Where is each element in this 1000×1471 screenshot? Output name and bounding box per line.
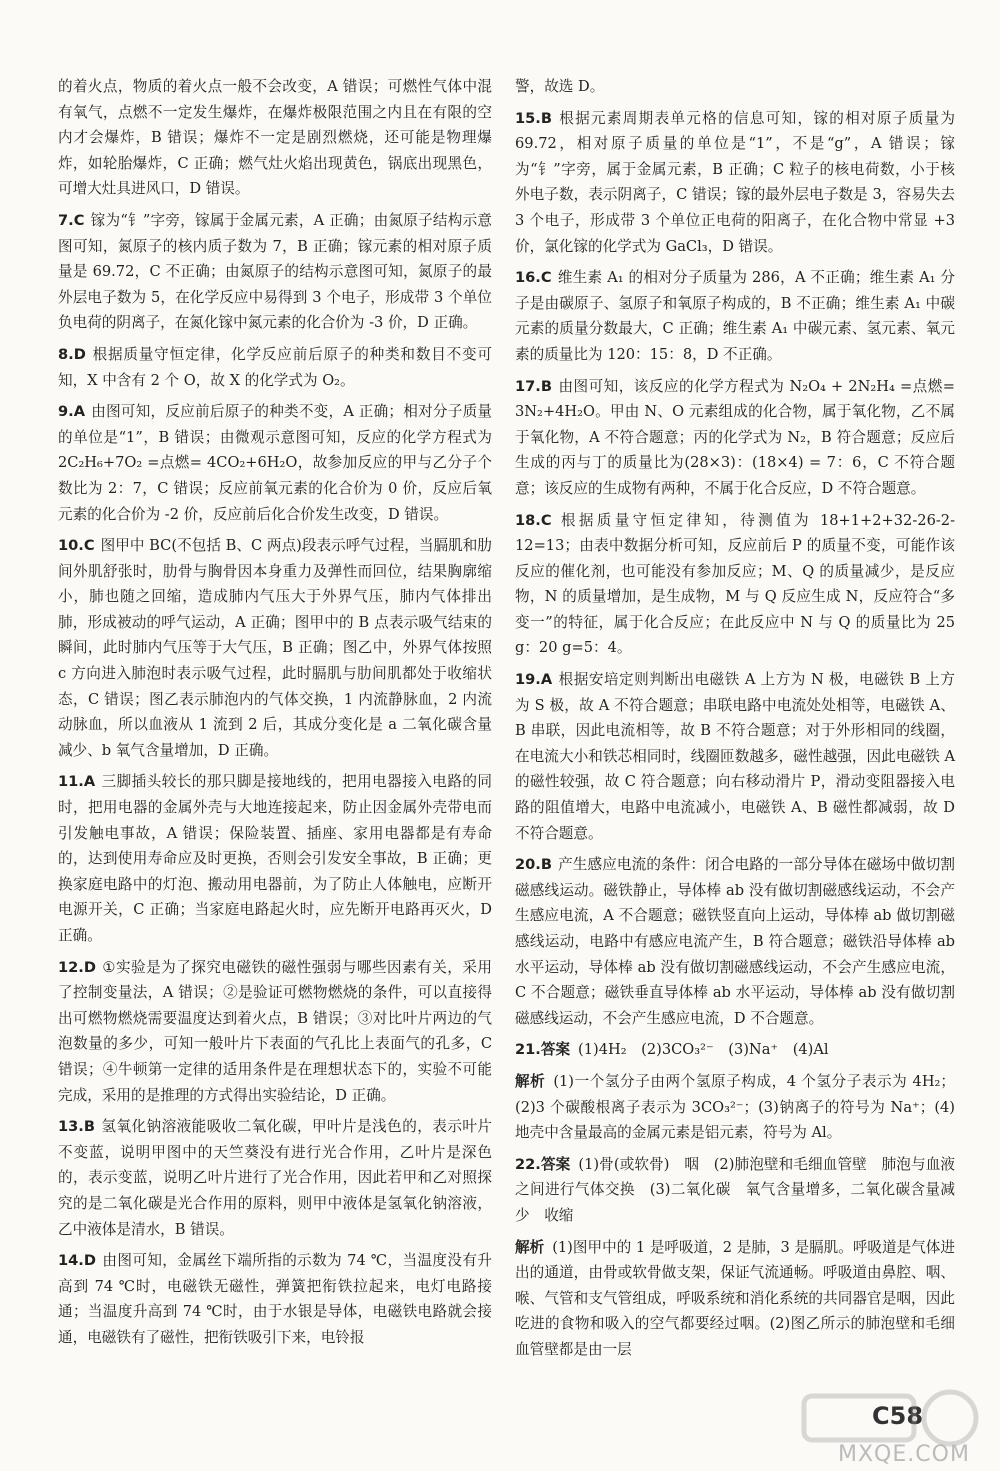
answer-number: 11.A [58, 773, 96, 791]
answer-item [515, 374, 955, 502]
answer-text: 由图可知，该反应的化学方程式为 N₂O₄ + 2N₂H₄ =点燃= 3N₂+4H₂O。甲由 N、O 元素组成的化合物，属于氧化物，乙不属于氧化物，A 不符合题意；丙的化学式为 N₂，B 符合题意；反应后生成的丙与丁的质量比为(28×3)：(18×4) = 7：6，C 不符合题意；该反应的生成物有两种，不属于化合反应，D 不符合题意。 [515, 377, 955, 497]
answer-item [58, 1114, 492, 1242]
answer-text: 根据质量守恒定律知，待测值为 18+1+2+32-26-2-12=13；由表中数据分析可知，反应前后 P 的质量不变，可能作该反应的催化剂，也可能没有参加反应；M、Q 的质量减少，是反应物，N 的质量增加，是生成物，M 与 Q 反应生成 N，反应符合“多变一”的特征，属于化合反应；在此反应中 N 与 Q 的质量比为 25 g：20 g=5：4。 [515, 511, 955, 657]
answer-item [58, 533, 492, 763]
answer-text: 产生感应电流的条件：闭合电路的一部分导体在磁场中做切割磁感线运动。磁铁静止，导体棒 ab 没有做切割磁感线运动，不会产生感应电流，A 不合题意；磁铁竖直向上运动，导体棒 ab 做切割磁感线运动，电路中有感应电流产生，B 符合题意；磁铁沿导体棒 ab 水平运动，导体棒 ab 没有做切割磁感线运动，不会产生感应电流，C 不合题意；磁铁垂直导体棒 ab 水平运动，导体棒 ab 没有做切割磁感线运动，不会产生感应电流，D 不合题意。 [515, 856, 955, 1027]
answer-number: 15.B [515, 109, 552, 127]
answer-item [58, 399, 492, 527]
answer-text: 警，故选 D。 [515, 78, 605, 95]
answer-text: (1)4H₂ (2)3CO₃²⁻ (3)Na⁺ (4)Al [578, 1041, 829, 1059]
left-column [58, 74, 492, 1357]
answer-number: 17.B [515, 377, 552, 395]
answer-item [515, 265, 955, 367]
answer-text: 由图可知，反应前后原子的种类不变，A 正确；相对分子质量的单位是“1”，B 错误；由微观示意图可知，反应的化学方程式为 2C₂H₆+7O₂ =点燃= 4CO₂+6H₂O，故参加反应的甲与乙分子个数比为 2：7，C 错误；反应前氧元素的化合价为 0 价，反应后氧元素的化合价为 -2 价，反应前后化合价发生改变，D 错误。 [58, 403, 492, 523]
answer-number: 解析 [515, 1238, 545, 1256]
answer-text: 根据质量守恒定律，化学反应前后原子的种类和数目不变可知，X 中含有 2 个 O，故 X 的化学式为 O₂。 [58, 345, 492, 389]
answer-number: 16.C [515, 269, 552, 287]
answer-text: 根据安培定则判断出电磁铁 A 上方为 N 极，电磁铁 B 上方为 S 极，故 A 不符合题意；串联电路中电流处处相等，电磁铁 A、B 串联，因此电流相等，故 B 不符合题意；对于外形相同的线圈，在电流大小和铁芯相同时，线圈匝数越多，磁性越强，因此电磁铁 A 的磁性较强，故 C 符合题意；向右移动滑片 P，滑动变阻器接入电路的阻值增大，电路中电流减小，电磁铁 A、B 磁性都减弱，故 D 不符合题意。 [515, 671, 955, 842]
answer-item [515, 1235, 955, 1363]
answer-number: 10.C [58, 537, 95, 555]
answer-number: 14.D [58, 1252, 96, 1270]
answer-text: 根据元素周期表单元格的信息可知，镓的相对原子质量为 69.72，相对原子质量的单位是“1”，不是“g”，A 错误；镓为“钅”字旁，属于金属元素，B 正确；C 粒子的核电荷数，小于核外电子数，表示阴离子，C 错误；镓的最外层电子数是 3，容易失去 3 个电子，形成带 3 个单位正电荷的阳离子，在化合物中常显 +3 价，氯化镓的化学式为 GaCl₃，D 错误。 [515, 109, 955, 255]
answer-text: 图甲中 BC(不包括 B、C 两点)段表示呼气过程，当膈肌和肋间外肌舒张时，肋骨与胸骨因本身重力及弹性而回位，结果胸廓缩小，肺也随之回缩，造成肺内气压大于外界气压，肺内气体排出肺，形成被动的呼气运动，A 正确；图甲中的 B 点表示吸气结束的瞬间，此时肺内气压等于大气压，B 正确；图乙中，外界气体按照 c 方向进入肺泡时表示吸气过程，此时膈肌与肋间肌都处于收缩状态，C 错误；图乙表示肺泡内的气体交换，1 内流静脉血，2 内流动脉血，所以血液从 1 流到 2 后，其成分变化是 a 二氧化碳含量减少、b 氧气含量增加，D 正确。 [58, 537, 492, 759]
answer-text: 镓为“钅”字旁，镓属于金属元素，A 正确；由氮原子结构示意图可知，氮原子的核内质子数为 7，B 正确；镓元素的相对原子质量是 69.72，C 不正确；由氮原子的结构示意图可知，氮原子的最外层电子数为 5，在化学反应中易得到 3 个电子，形成带 3 个单位负电荷的阴离子，在氮化镓中氮元素的化合价为 -3 价，D 正确。 [58, 211, 492, 332]
answer-text: (1)骨(或软骨) 咽 (2)肺泡壁和毛细血管壁 肺泡与血液之间进行气体交换 (3)二氧化碳 氧气含量增多，二氧化碳含量减少 收缩 [515, 1155, 956, 1224]
answer-item [58, 769, 492, 948]
answer-text: 氢氧化钠溶液能吸收二氧化碳，甲叶片是浅色的，表示叶片不变蓝，说明甲图中的天竺葵没有进行光合作用，乙叶片是深色的，表示变蓝，说明乙叶片进行了光合作用，因此若甲和乙对照探究的是二氧化碳是光合作用的原料，则甲中液体是氢氧化钠溶液，乙中液体是清水，B 错误。 [58, 1118, 492, 1238]
answer-item [58, 208, 492, 336]
answer-item [515, 1037, 955, 1063]
answer-item [515, 1152, 955, 1229]
answer-number: 7.C [58, 211, 85, 229]
page-number: C58 [872, 1402, 924, 1430]
answer-item [515, 74, 955, 100]
answer-number: 19.A [515, 671, 553, 689]
answer-item [58, 74, 492, 202]
answer-number: 8.D [58, 345, 86, 363]
answer-text: 三脚插头较长的那只脚是接地线的，把用电器接入电路的同时，把用电器的金属外壳与大地连接起来，防止因金属外壳带电而引发触电事故，A 错误；保险装置、插座、家用电器都是有寿命的，达到使用寿命应及时更换，否则会引发安全事故，B 正确；更换家庭电路中的灯泡、搬动用电器前，为了防止人体触电，应断开电源开关，C 正确；当家庭电路起火时，应先断开电路再灭火，D 正确。 [58, 773, 492, 944]
answer-item [515, 508, 955, 662]
answer-item [515, 1069, 955, 1146]
answer-item [515, 667, 955, 846]
answer-text: 的着火点，物质的着火点一般不会改变，A 错误；可燃性气体中混有氧气，点燃不一定发生爆炸，在爆炸极限范围之内且在有限的空内才会爆炸，B 错误；爆炸不一定是剧烈燃烧，还可能是物理爆炸，如轮胎爆炸，C 正确；燃气灶火焰出现黄色，锅底出现黑色，可增大灶具进风口，D 错误。 [58, 78, 492, 198]
answer-number: 解析 [515, 1072, 546, 1090]
answer-text: (1)图甲中的 1 是呼吸道，2 是肺，3 是膈肌。呼吸道是气体进出的通道，由骨或软骨做支架，保证气流通畅。呼吸道由鼻腔、咽、喉、气管和支气管组成，呼吸系统和消化系统的共同器官是咽，因此吃进的食物和吸入的空气都要经过咽。(2)图乙所示的肺泡壁和毛细血管壁都是由一层 [515, 1238, 955, 1358]
watermark-text: MXQE.COM [838, 1442, 970, 1467]
answer-item [58, 955, 492, 1109]
answer-text: 维生素 A₁ 的相对分子质量为 286，A 不正确；维生素 A₁ 分子是由碳原子、氢原子和氧原子构成的，B 不正确；维生素 A₁ 中碳元素的质量分数最大，C 正确；维生素 A₁ 中碳元素、氢元素、氧元素的质量比为 120：15：8，D 不正确。 [515, 269, 955, 363]
answer-text: ①实验是为了探究电磁铁的磁性强弱与哪些因素有关，采用了控制变量法，A 错误；②是验证可燃物燃烧的条件，可以直接得出可燃物燃烧需要温度达到着火点，B 错误；③对比叶片两边的气泡数量的多少，可知一般叶片下表面的气孔比上表面气的孔多，C 错误；④牛顿第一定律的适用条件是在理想状态下的，实验不可能完成，采用的是推理的方式得出实验结论，D 正确。 [58, 958, 492, 1104]
answer-text: 由图可知，金属丝下端所指的示数为 74 ℃，当温度没有升高到 74 ℃时，电磁铁无磁性，弹簧把衔铁拉起来，电灯电路接通；当温度升高到 74 ℃时，由于水银是导体，电磁铁电路就会接通，电磁铁有了磁性，把衔铁吸引下来，电铃报 [58, 1252, 492, 1346]
answer-number: 18.C [515, 511, 552, 529]
answer-number: 13.B [58, 1118, 95, 1136]
right-column [515, 74, 955, 1369]
answer-number: 20.B [515, 856, 552, 874]
answer-item [515, 106, 955, 260]
answer-number: 9.A [58, 403, 85, 421]
answer-number: 12.D [58, 958, 96, 976]
answer-text: (1)一个氢分子由两个氢原子构成，4 个氢分子表示为 4H₂；(2)3 个碳酸根离子表示为 3CO₃²⁻；(3)钠离子的符号为 Na⁺；(4)地壳中含量最高的金属元素是铝元素，符号为 Al。 [515, 1072, 955, 1142]
answer-item [58, 1248, 492, 1350]
answer-item [515, 852, 955, 1031]
answer-number: 21.答案 [515, 1041, 571, 1059]
answer-number: 22.答案 [515, 1155, 571, 1173]
answer-item [58, 342, 492, 393]
